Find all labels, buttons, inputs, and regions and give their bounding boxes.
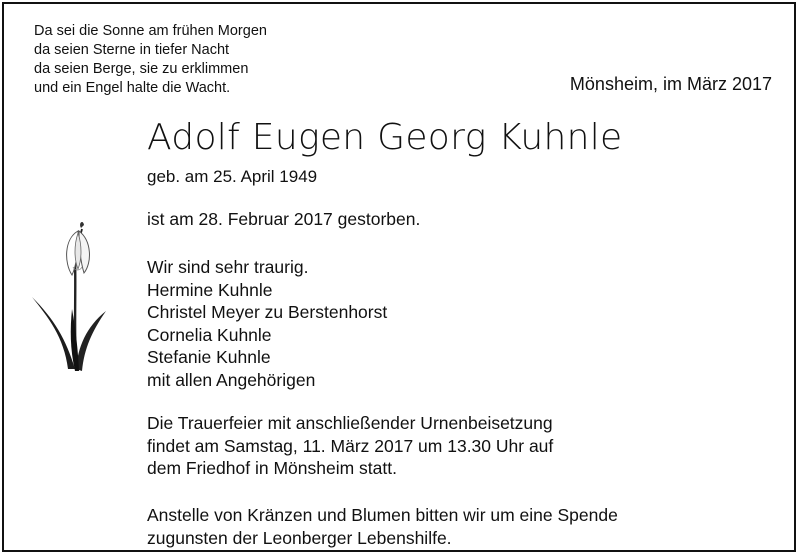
poem-line: da seien Berge, sie zu erklimmen (34, 61, 249, 77)
death-notice (147, 208, 420, 231)
birth-date: geb. am 25. April 1949 (147, 167, 318, 186)
snowdrop-flower-icon (26, 219, 126, 389)
poem (34, 22, 267, 98)
poem-line: und ein Engel halte die Wacht. (34, 80, 231, 96)
death-date: ist am 28. Februar 2017 gestorben. (147, 209, 421, 229)
family-member: Hermine Kuhnle (147, 279, 273, 300)
ceremony-line: dem Friedhof in Mönsheim statt. (147, 458, 397, 479)
family-list (147, 256, 387, 392)
poem-line: Da sei die Sonne am frühen Morgen (34, 23, 267, 39)
poem-line: da seien Sterne in tiefer Nacht (34, 42, 230, 58)
donation-line: zugunsten der Leonberger Lebenshilfe. (147, 527, 452, 548)
family-member: Cornelia Kuhnle (147, 324, 272, 345)
deceased-name: Adolf Eugen Georg Kuhnle (147, 117, 623, 158)
family-member: Christel Meyer zu Berstenhorst (147, 302, 388, 323)
family-member: Stefanie Kuhnle (147, 347, 271, 368)
donation-line: Anstelle von Kränzen und Blumen bitten wir um eine Spende (147, 505, 618, 525)
obituary-frame (2, 2, 796, 552)
family-intro: Wir sind sehr traurig. (147, 257, 309, 277)
donation-request (147, 504, 618, 549)
ceremony-info (147, 412, 553, 480)
family-member: mit allen Angehörigen (147, 369, 316, 390)
place-date: Mönsheim, im März 2017 (569, 74, 772, 94)
ceremony-line: Die Trauerfeier mit anschließender Urnenbeisetzung (147, 413, 553, 433)
ceremony-line: findet am Samstag, 11. März 2017 um 13.30 Uhr auf (147, 435, 554, 456)
